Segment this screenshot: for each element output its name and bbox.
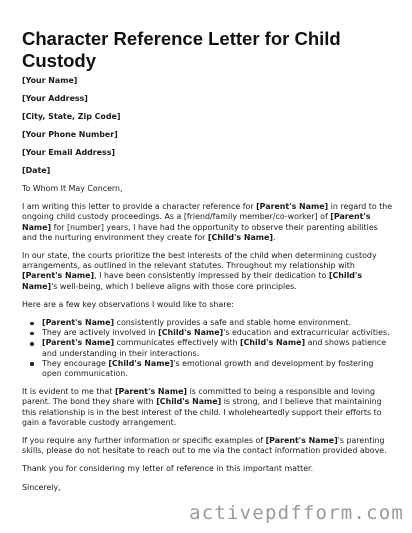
contact-paragraph: If you require any further information or specific examples of [Parent's Name]'s parenting skills, please do not hesitate to reach out to me via the contact information provided above. — [22, 436, 387, 456]
list-item: [Parent's Name] consistently provides a safe and stable home environment. — [22, 318, 394, 328]
sender-email-field: [Your Email Address] — [22, 148, 116, 157]
list-item: They encourage [Child's Name]'s emotional growth and development by fostering open communication. — [22, 359, 394, 379]
sender-name-field: [Your Name] — [22, 76, 78, 85]
placeholder-name: [Parent's Name] — [42, 338, 115, 348]
placeholder-name: [Child's Name] — [207, 232, 273, 242]
placeholder-name: [Parent's Name] — [114, 387, 188, 397]
placeholder-name: [Parent's Name] — [22, 212, 371, 232]
list-item: They are actively involved in [Child's Name]'s education and extracurricular activities. — [22, 328, 394, 338]
closing: Sincerely, — [22, 482, 61, 492]
placeholder-name: [Child's Name] — [22, 271, 363, 291]
document-title: Character Reference Letter for Child Custody — [22, 28, 341, 71]
placeholder-name: [Child's Name] — [158, 328, 224, 338]
date-field: [Date] — [22, 166, 51, 175]
intro-paragraph: I am writing this letter to provide a character reference for [Parent's Name] in regard to the ongoing child custody proceedings. As a [friend/family member/co-worker] of [Parent's Name] for [number] years, I have had the opportunity to observe their parenting abilities and the nurturing environment they create for [Child's Name]. — [22, 202, 393, 242]
sender-phone-field: [Your Phone Number] — [22, 130, 118, 139]
sender-city-field: [City, State, Zip Code] — [22, 112, 121, 121]
salutation: To Whom It May Concern, — [22, 184, 123, 193]
sender-address-field: [Your Address] — [22, 94, 88, 103]
placeholder-name: [Parent's Name] — [256, 202, 329, 212]
commitment-paragraph: It is evident to me that [Parent's Name] is committed to being a responsible and loving parent. The bond they share with [Child's Name] is strong, and I believe that maintaining this relationship is in the best interest of the child. I wholeheartedly support their efforts to gain a favorable custody arrangement. — [22, 387, 382, 427]
watermark: activepdfform.com — [189, 502, 404, 524]
placeholder-name: [Parent's Name] — [22, 271, 95, 281]
observations-list — [22, 318, 394, 379]
placeholder-name: [Child's Name] — [108, 358, 174, 368]
best-interest-paragraph: In our state, the courts prioritize the best interests of the child when determining custody arrangements, as outlined in the relevant statutes. Throughout my relationship with [Parent's Name], I have been consistently impressed by their dedication to [Child's Name]'s well-being, which I believe aligns with those core principles. — [22, 251, 377, 291]
letter-body — [22, 76, 394, 501]
thanks-paragraph: Thank you for considering my letter of reference in this important matter. — [22, 464, 314, 474]
placeholder-name: [Parent's Name] — [42, 318, 115, 328]
placeholder-name: [Parent's Name] — [265, 436, 338, 446]
list-item: [Parent's Name] communicates effectively with [Child's Name] and shows patience and understanding in their interactions. — [22, 338, 394, 358]
placeholder-name: [Child's Name] — [240, 338, 306, 348]
placeholder-name: [Child's Name] — [156, 397, 222, 407]
observations-intro: Here are a few key observations I would like to share: — [22, 299, 234, 309]
